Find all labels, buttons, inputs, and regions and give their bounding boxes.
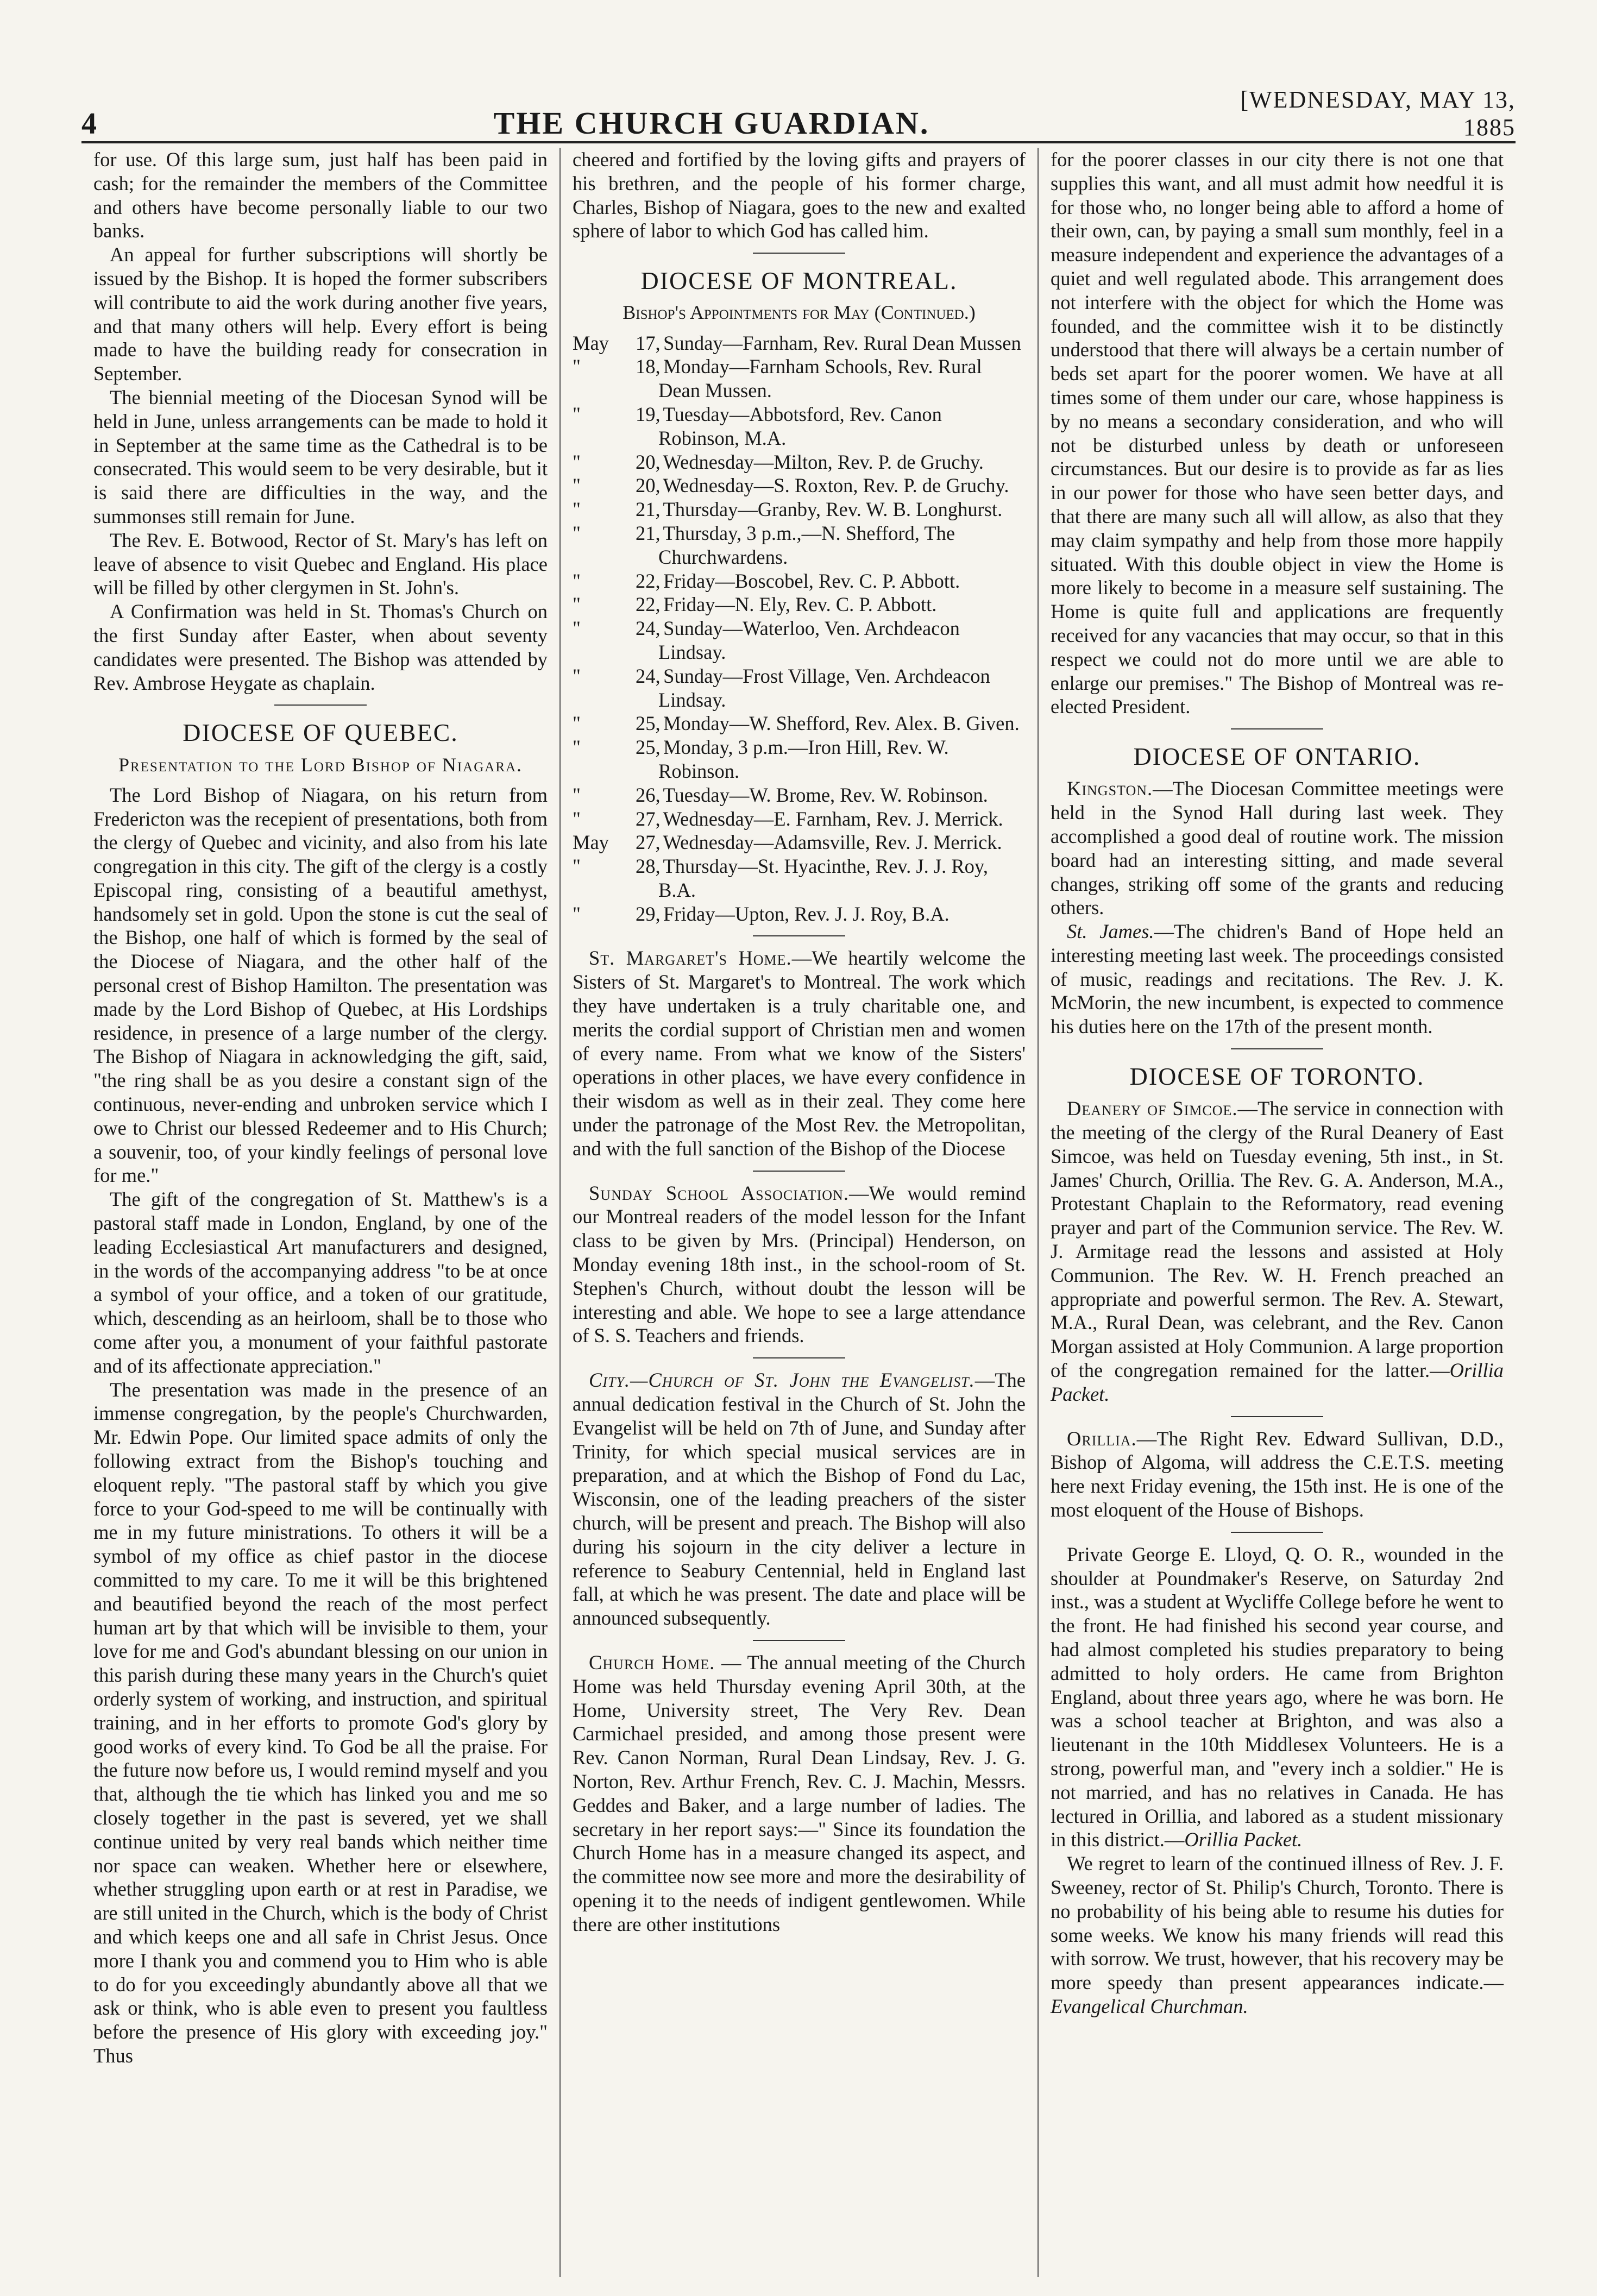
appointment-row <box>573 498 1026 521</box>
divider <box>753 935 845 936</box>
paragraph: The Rev. E. Botwood, Rector of St. Mary's has left on leave of absence to visit Quebec and England. His place will be filled by other clergymen in St. John's. <box>93 529 548 599</box>
appointment-detail: Sunday—Waterloo, Ven. Archdeacon Lindsay. <box>658 617 960 663</box>
column-2 <box>559 148 1038 2277</box>
appointment-day: 25, <box>636 712 661 735</box>
appointment-text <box>616 664 1026 712</box>
appointment-day: 24, <box>636 617 661 640</box>
appointment-day: 26, <box>636 783 661 806</box>
lead-in: City.—Church of St. John the Evangelist. <box>589 1369 975 1392</box>
appointment-row <box>573 735 1026 783</box>
paragraph: cheered and fortified by the loving gifts and prayers of his brethren, and the people of his former charge, Charles, Bishop of Niagara, goes to the new and exalted sphere of labor to which God has called him. <box>573 148 1026 242</box>
article-lloyd <box>1051 1543 1504 1852</box>
appointment-detail: Wednesday—Milton, Rev. P. de Gruchy. <box>663 450 984 473</box>
article-text: —The Right Rev. Edward Sullivan, D.D., Bishop of Algoma, will address the C.E.T.S. meeting here next Friday evening, the 15th inst. He is one of the most eloquent of the House of Bishops. <box>1051 1427 1504 1521</box>
appointment-day: 22, <box>636 569 661 592</box>
columns <box>81 148 1516 2277</box>
source-credit: Orillia Packet. <box>1051 1359 1504 1405</box>
paragraph: The presentation was made in the presence of an immense congregation, by the people's Churchwarden, Mr. Edwin Pope. Our limited space admits of only the following extract from the Bishop's touching and eloquent reply. "The pastoral staff by which you give force to your God-speed to me will be continually with me in my future ministrations. To others it will be a symbol of my office as chief pastor in the diocese committed to my care. To me it will be this brightened and beautified beyond the reach of the most perfect human art by that which will be invisible to them, your love for me and God's abundant blessing on our union in this parish during these many years in the Church's quiet orderly system of working, and instruction, and spiritual training, and in her efforts to promote God's glory by good works of every kind. To God be all the praise. For the future now before us, I would remind myself and you that, although the tie which has linked you and me so closely together in the past is severed, yet we shall continue united by very real bands which neither time nor space can weaken. Whether here or elsewhere, whether struggling upon earth or at rest in Paradise, we are still united in the Church, which is the body of Christ and which keeps one and all safe in Christ Jesus. Once more I thank you and commend you to Him who is able to do for you exceedingly abundantly above all that we ask or think, who is able even to present you faultless before the presence of His glory with exceeding joy." Thus <box>93 1378 548 2067</box>
appointment-text <box>616 355 1026 402</box>
appointment-month: " <box>573 521 581 544</box>
appointment-text <box>616 331 1026 355</box>
column-3 <box>1038 148 1516 2277</box>
appointment-detail: Friday—N. Ely, Rev. C. P. Abbott. <box>663 593 937 616</box>
appointment-month: " <box>573 664 581 687</box>
appointment-day: 17, <box>636 331 661 354</box>
paragraph: The Lord Bishop of Niagara, on his return from Fredericton was the recepient of presentations, both from the clergy of Quebec and vicinity, and also from his late congregation in this city. The gift of the clergy is a costly Episcopal ring, consisting of a beautiful amethyst, handsomely set in gold. Upon the stone is cut the seal of the Bishop, one half of which is formed by the seal of the Diocese of Niagara, and the other half of the personal crest of Bishop Hamilton. The presentation was made by the Lord Bishop of Quebec, at His Lordships residence, in presence of a large number of the clergy. The Bishop of Niagara in acknowledging the gift, said, "the ring shall be as you desire a constant sign of the continuous, never-ending and unbroken service which I owe to Christ our blessed Redeemer and to His Church; a souvenir, too, of your kindly feelings of personal love for me." <box>93 783 548 1187</box>
divider <box>1231 1532 1323 1533</box>
article-church-home <box>573 1651 1026 1936</box>
appointment-text <box>616 521 1026 569</box>
appointment-text <box>616 783 1026 807</box>
appointment-row <box>573 331 1026 355</box>
divider <box>1231 728 1323 729</box>
divider <box>753 1357 845 1358</box>
issue-date: [WEDNESDAY, MAY 13, 1885 <box>1240 86 1516 141</box>
paragraph: The gift of the congregation of St. Matthew's is a pastoral staff made in London, England, by one of the leading Ecclesiastical Art manufacturers and designed, in the words of the accompanying address "to be at once a symbol of your office, and a token of our gratitude, which, descending as an heirloom, shall be to those who come after you, a monument of your faithful pastorate and of its affectionate appreciation." <box>93 1188 548 1377</box>
appointment-detail: Sunday—Frost Village, Ven. Archdeacon Lindsay. <box>658 664 990 711</box>
appointment-day: 25, <box>636 736 661 759</box>
appointment-row <box>573 355 1026 402</box>
appointment-detail: Tuesday—Abbotsford, Rev. Canon Robinson, M.A. <box>658 402 942 449</box>
appointment-row <box>573 617 1026 664</box>
appointment-text <box>616 474 1026 498</box>
lead-in: Orillia. <box>1067 1427 1137 1450</box>
appointment-detail: Sunday—Farnham, Rev. Rural Dean Mussen <box>663 331 1021 354</box>
appointment-detail: Thursday, 3 p.m.,—N. Shefford, The Churchwardens. <box>658 521 955 568</box>
appointment-detail: Tuesday—W. Brome, Rev. W. Robinson. <box>663 783 988 806</box>
lead-in: St. Margaret's Home. <box>589 947 792 970</box>
lead-in: St. James. <box>1067 920 1154 943</box>
article-text: — The annual meeting of the Church Home was held Thursday evening April 30th, at the Home, University street, The Very Rev. Dean Carmichael presided, and among those present were Rev. Canon Norman, Rural Dean Lindsay, Rev. J. G. Norton, Rev. Arthur French, Rev. C. J. Machin, Messrs. Geddes and Baker, and a large number of ladies. The secretary in her report says:—" Since its foundation the Church Home has in a measure changed its aspect, and the committee now see more and more the desirability of opening it to the needs of indigent gentlewomen. While there are other institutions <box>573 1651 1026 1935</box>
appointment-month: " <box>573 617 581 640</box>
divider <box>274 704 367 706</box>
source-credit: Evangelical Churchman. <box>1051 1995 1248 2017</box>
article-orillia <box>1051 1427 1504 1522</box>
appointment-month: " <box>573 783 581 806</box>
appointment-detail: Wednesday—S. Roxton, Rev. P. de Gruchy. <box>663 474 1009 497</box>
appointment-text <box>616 569 1026 593</box>
appointment-row <box>573 712 1026 735</box>
section-heading-quebec: DIOCESE OF QUEBEC. <box>183 719 458 747</box>
appointment-text <box>616 735 1026 783</box>
appointment-text <box>616 402 1026 450</box>
appointment-text <box>616 831 1026 854</box>
appointment-detail: Wednesday—Adamsville, Rev. J. Merrick. <box>663 831 1002 854</box>
article-text: —We heartily welcome the Sisters of St. Margaret's to Montreal. The work which they have undertaken is a truly charitable one, and merits the cordial support of Christian men and women of every name. From what we know of the Sisters' operations in other places, we have every confidence in their wisdom as well as in their zeal. They come here under the patronage of the Most Rev. the Metropolitan, and with the full sanction of the Bishop of the Diocese <box>573 947 1026 1160</box>
appointment-day: 27, <box>636 807 661 830</box>
lead-in: Kingston. <box>1067 777 1153 800</box>
appointment-month: May <box>573 831 609 854</box>
subheading: Bishop's Appointments for May (Continued.) <box>623 301 976 324</box>
appointment-row <box>573 783 1026 807</box>
appointment-month: " <box>573 855 581 878</box>
paragraph: The biennial meeting of the Diocesan Synod will be held in June, unless arrangements can be made to hold it in September at the same time as the Cathedral is to be consecrated. This would seem to be very desirable, but it is said there are difficulties in the way, and the summonses still remain for June. <box>93 386 548 527</box>
appointment-text <box>616 854 1026 902</box>
appointment-detail: Thursday—Granby, Rev. W. B. Longhurst. <box>663 498 1003 521</box>
appointment-row <box>573 902 1026 926</box>
divider <box>1231 1416 1323 1417</box>
appointment-day: 21, <box>636 498 661 521</box>
section-heading-ontario: DIOCESE OF ONTARIO. <box>1133 743 1421 771</box>
article-city <box>573 1368 1026 1630</box>
appointment-row <box>573 807 1026 831</box>
appointment-month: " <box>573 498 581 521</box>
appointment-day: 22, <box>636 593 661 616</box>
appointment-text <box>616 450 1026 474</box>
appointment-month: " <box>573 712 581 735</box>
appointment-day: 27, <box>636 831 661 854</box>
article-margaret <box>573 946 1026 1160</box>
appointment-month: " <box>573 593 581 616</box>
appointment-row <box>573 450 1026 474</box>
appointment-detail: Monday, 3 p.m.—Iron Hill, Rev. W. Robinson. <box>658 736 949 782</box>
appointment-month: " <box>573 569 581 592</box>
article-text: —The chidren's Band of Hope held an interesting meeting last week. The proceedings consisted of music, readings and recitations. The Rev. J. K. McMorin, the new incumbent, is expected to commence his duties here on the 17th of the present month. <box>1051 920 1504 1038</box>
appointment-detail: Friday—Boscobel, Rev. C. P. Abbott. <box>663 569 960 592</box>
newspaper-title: THE CHURCH GUARDIAN. <box>493 105 930 141</box>
appointment-row <box>573 521 1026 569</box>
appointment-month: May <box>573 331 609 354</box>
article-text: —The Diocesan Committee meetings were held in the Synod Hall during last week. They accomplished a good deal of routine work. The mission board had an interesting sitting, and made several changes, striking off some of the grants and reducing others. <box>1051 777 1504 919</box>
appointment-text <box>616 807 1026 831</box>
article-kingston <box>1051 777 1504 920</box>
appointment-day: 29, <box>636 902 661 925</box>
paragraph: An appeal for further subscriptions will shortly be issued by the Bishop. It is hoped the former subscribers will contribute to aid the work during another five years, and that many others will help. Every effort is being made to have the building ready for consecration in September. <box>93 243 548 385</box>
appointment-day: 21, <box>636 521 661 544</box>
appointment-month: " <box>573 736 581 759</box>
article-simcoe <box>1051 1097 1504 1406</box>
appointment-detail: Friday—Upton, Rev. J. J. Roy, B.A. <box>663 902 950 925</box>
appointment-text <box>616 617 1026 664</box>
article-st-james <box>1051 920 1504 1039</box>
appointment-day: 19, <box>636 402 661 425</box>
page-number: 4 <box>81 107 97 141</box>
appointment-text <box>616 712 1026 735</box>
appointment-row <box>573 402 1026 450</box>
lead-in: Sunday School Association. <box>589 1181 849 1204</box>
divider <box>753 1171 845 1172</box>
source-credit: Orillia Packet. <box>1184 1828 1303 1851</box>
masthead <box>81 86 1516 143</box>
appointment-text <box>616 902 1026 926</box>
appointment-detail: Thursday—St. Hyacinthe, Rev. J. J. Roy, B.A. <box>658 855 988 901</box>
article-text: Private George E. Lloyd, Q. O. R., wounded in the shoulder at Poundmaker's Reserve, on Saturday 2nd inst., was a student at Wycliffe College before he went to the front. He had finished his second year course, and had almost completed his studies preparatory to being admitted to holy orders. He came from Brighton England, about three years ago, where he was born. He was a school teacher at Brighton, and was also a lieutenant in the 10th Middlesex Volunteers. He is a strong, powerful man, and "every inch a soldier." He is not married, and has no relatives in Canada. He has lectured in Orillia, and labored as a student missionary in this district.— <box>1051 1543 1504 1851</box>
divider <box>753 253 845 254</box>
appointment-row <box>573 474 1026 498</box>
divider <box>753 1640 845 1641</box>
article-sweeney <box>1051 1852 1504 2018</box>
paragraph: A Confirmation was held in St. Thomas's Church on the first Sunday after Easter, when about seventy candidates were presented. The Bishop was attended by Rev. Ambrose Heygate as chaplain. <box>93 600 548 694</box>
appointment-text <box>616 498 1026 521</box>
article-text: —The service in connection with the meeting of the clergy of the Rural Deanery of East Simcoe, was held on Tuesday evening, 5th inst., in St. James' Church, Orillia. The Rev. G. A. Anderson, M.A., Protestant Chaplain to the Reformatory, read evening prayer and part of the Communion service. The Rev. W. J. Armitage read the lessons and assisted at Holy Communion. The Rev. W. H. French preached an appropriate and powerful sermon. The Rev. A. Stewart, M.A., Rural Dean, was celebrant, and the Rev. Canon Morgan assisted at Holy Communion. A large proportion of the congregation remained for the latter.— <box>1051 1097 1504 1382</box>
appointment-day: 18, <box>636 355 661 378</box>
section-heading-toronto: DIOCESE OF TORONTO. <box>1129 1062 1425 1091</box>
appointment-row <box>573 664 1026 712</box>
divider <box>1231 1048 1323 1049</box>
appointment-row <box>573 593 1026 617</box>
article-text: —The annual dedication festival in the Church of St. John the Evangelist will be held on 7th of June, and Sunday after Trinity, for which special musical services are in preparation, and at which the Bishop of Fond du Lac, Wisconsin, one of the leading preachers of the sister church, will be present and preach. The Bishop will also during his sojourn in the city deliver a lecture in reference to Seabury Centennial, held in England last fall, at which he was present. The date and place will be announced subsequently. <box>573 1369 1026 1630</box>
appointment-day: 28, <box>636 855 661 878</box>
lead-in: Church Home. <box>589 1651 715 1674</box>
appointment-row <box>573 831 1026 854</box>
appointments-list <box>573 331 1026 926</box>
appointment-text <box>616 593 1026 617</box>
appointment-month: " <box>573 807 581 830</box>
appointment-row <box>573 854 1026 902</box>
section-heading-montreal: DIOCESE OF MONTREAL. <box>640 267 958 295</box>
appointment-detail: Monday—W. Shefford, Rev. Alex. B. Given. <box>663 712 1020 735</box>
appointment-day: 20, <box>636 450 661 473</box>
appointment-month: " <box>573 355 581 378</box>
appointment-row <box>573 569 1026 593</box>
appointment-detail: Monday—Farnham Schools, Rev. Rural Dean Mussen. <box>658 355 982 402</box>
appointment-month: " <box>573 402 581 425</box>
article-sunday-school <box>573 1181 1026 1348</box>
paragraph: for the poorer classes in our city there is not one that supplies this want, and all must admit how needful it is for those who, no longer being able to afford a home of their own, can, by paying a small sum monthly, feel in a measure independent and experience the advantages of a quiet and well regulated abode. This arrangement does not interfere with the object for which the Home was founded, and the committee wish it to be distinctly understood that there will always be a certain number of beds set apart for the poorer women. We have at all times some of them under our care, whose happiness is by no means a secondary consideration, and who will not be disturbed unless by death or unforeseen circumstances. But our desire is to provide as far as lies in our power for those who have seen better days, and that there are many such all will allow, as also that they may claim sympathy and help from those more happily situated. With this double object in view the Home is more likely to become in a measure self sustaining. The Home is quite full and applications are frequently received for any vacancies that may occur, so that in this respect we could not do more until we are able to enlarge our premises." The Bishop of Montreal was re-elected President. <box>1051 148 1504 718</box>
paragraph: for use. Of this large sum, just half has been paid in cash; for the remainder the members of the Committee and others have become personally liable to our two banks. <box>93 148 548 242</box>
article-text: We regret to learn of the continued illness of Rev. J. F. Sweeney, rector of St. Philip's Church, Toronto. There is no probability of his being able to resume his duties for some weeks. We know his many friends will read this with sorrow. We trust, however, that his recovery may be more speedy than present appearances indicate.— <box>1051 1852 1504 1994</box>
appointment-month: " <box>573 450 581 473</box>
appointment-month: " <box>573 902 581 925</box>
appointment-day: 24, <box>636 664 661 687</box>
article-text: —We would remind our Montreal readers of the model lesson for the Infant class to be given by Mrs. (Principal) Henderson, on Monday evening 18th inst., in the school-room of St. Stephen's Church, without doubt the lesson will be interesting and able. We hope to see a large attendance of S. S. Teachers and friends. <box>573 1181 1026 1347</box>
subheading: Presentation to the Lord Bishop of Niagara. <box>118 753 523 776</box>
column-1 <box>81 148 559 2277</box>
lead-in: Deanery of Simcoe. <box>1067 1097 1238 1120</box>
appointment-month: " <box>573 474 581 497</box>
appointment-day: 20, <box>636 474 661 497</box>
appointment-detail: Wednesday—E. Farnham, Rev. J. Merrick. <box>663 807 1003 830</box>
